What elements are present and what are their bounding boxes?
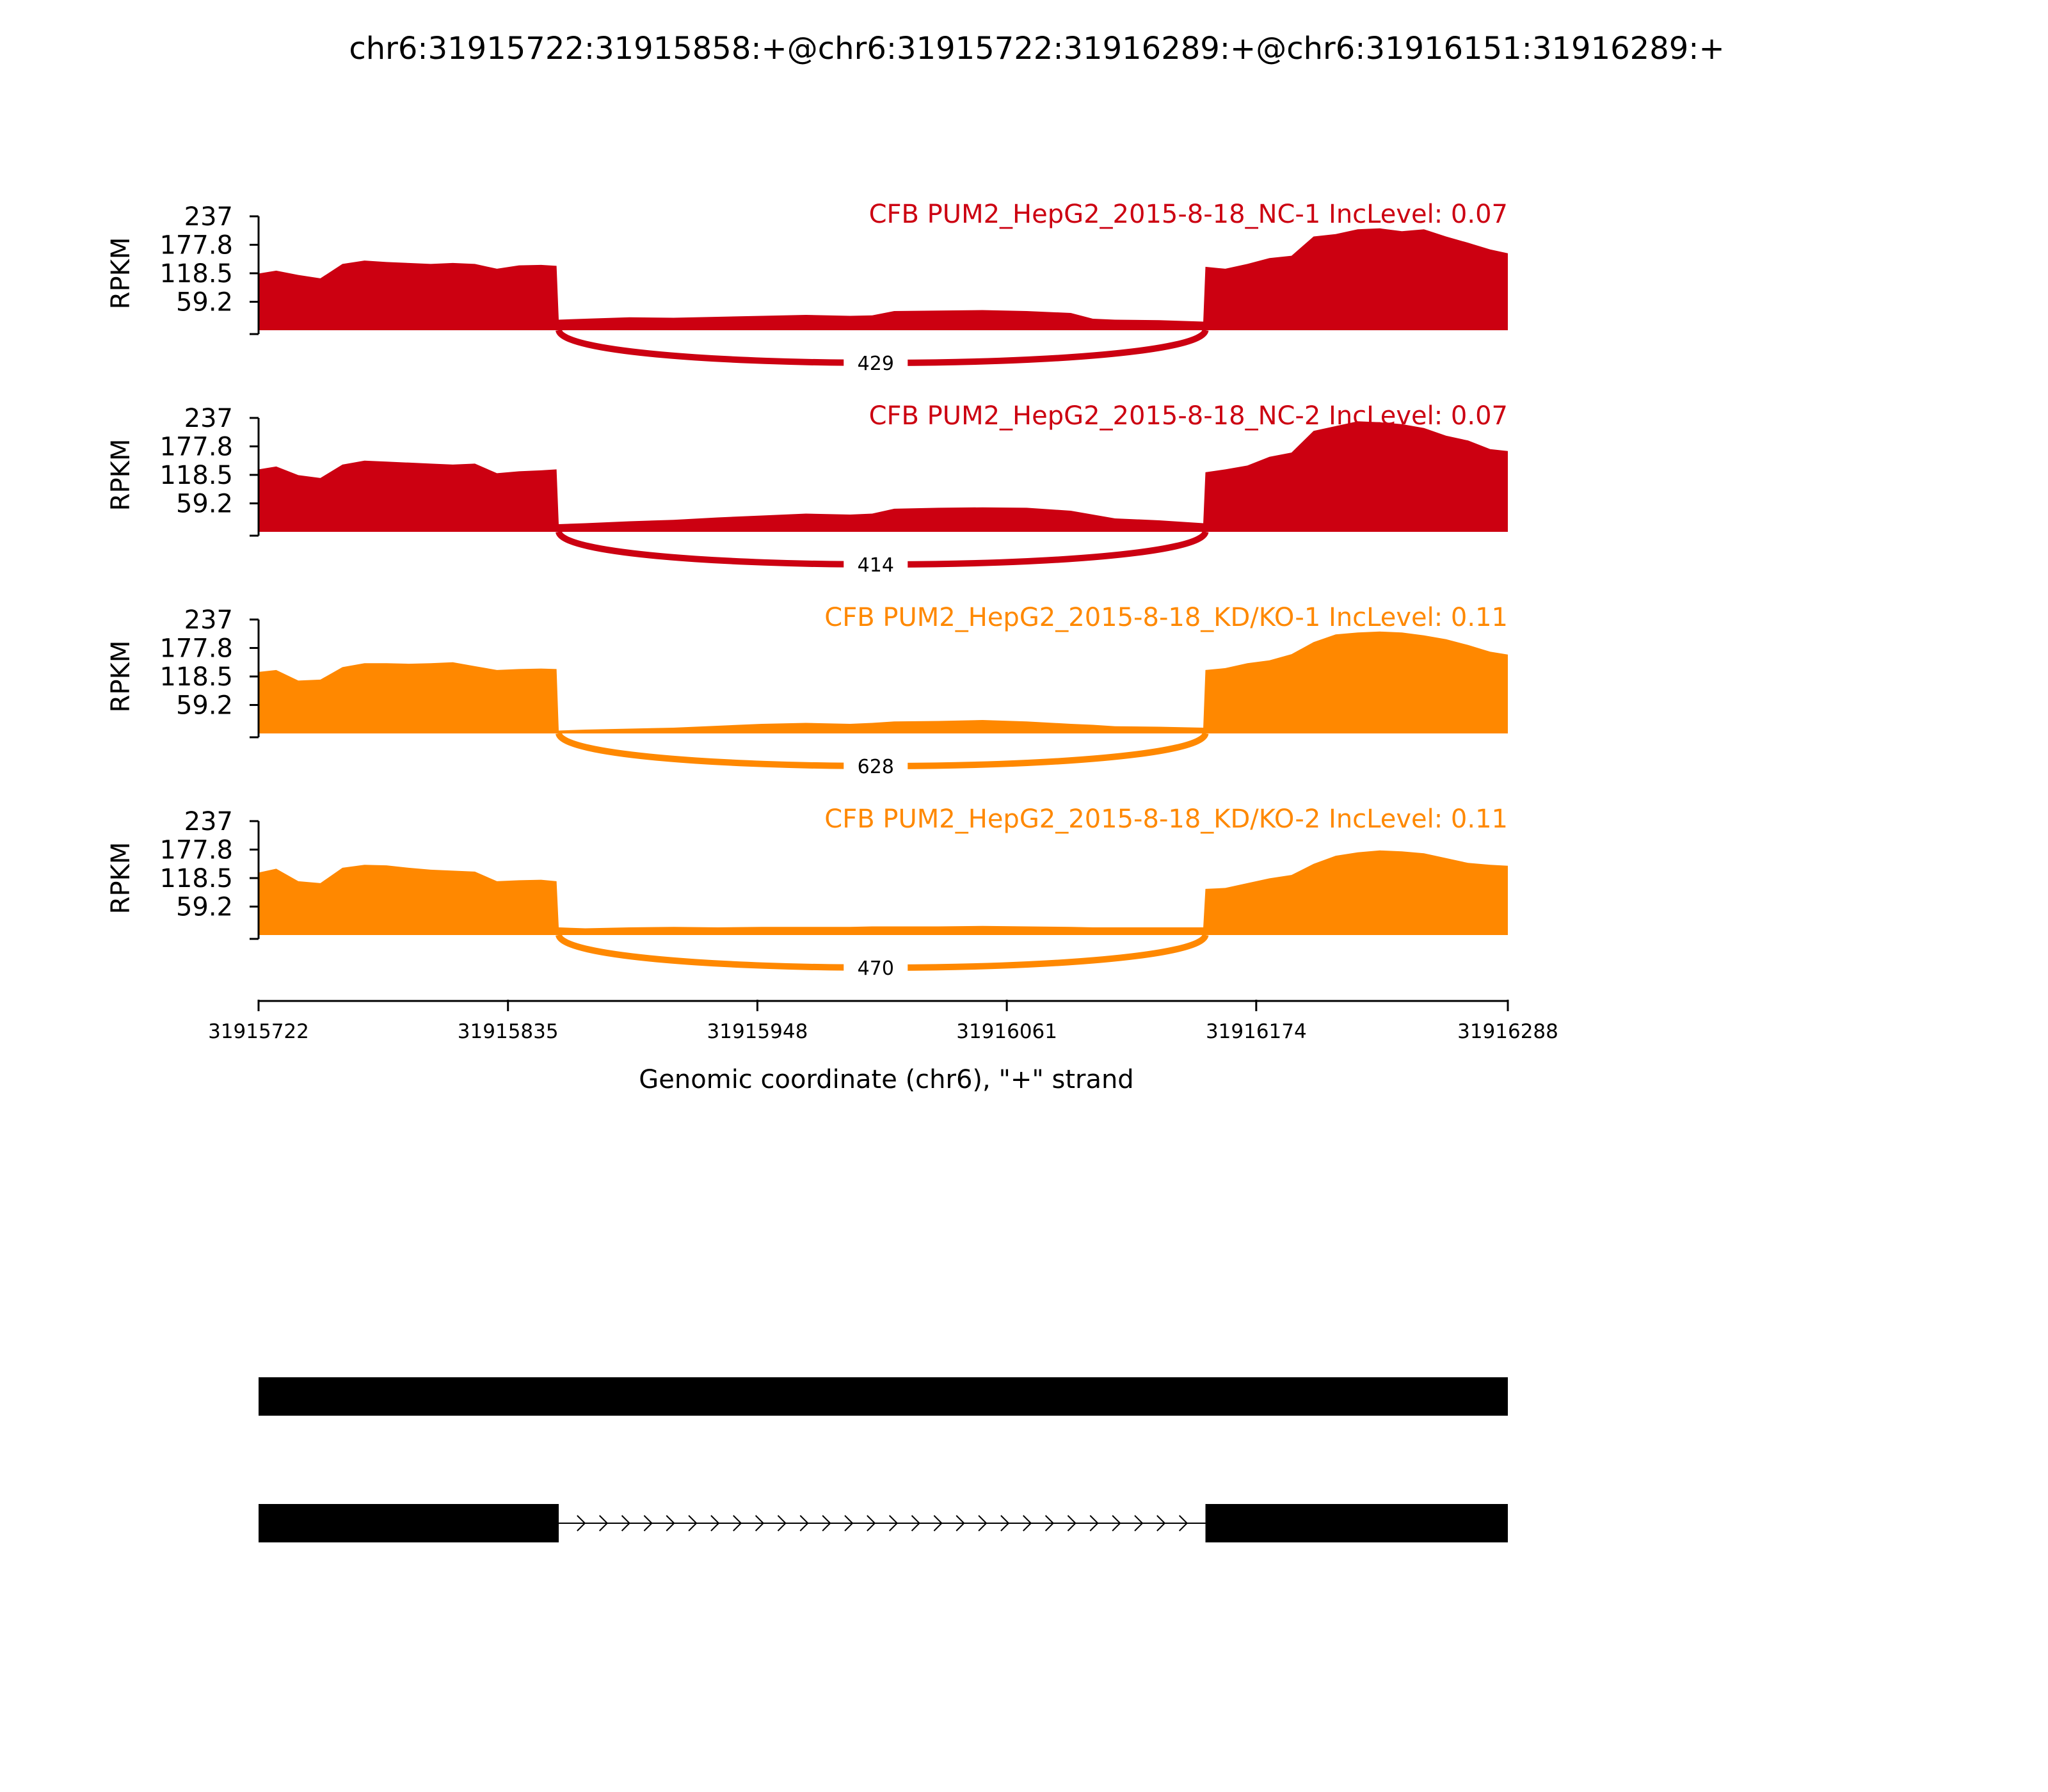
y-tick-label: 237 (184, 202, 233, 232)
track-4 (106, 804, 1508, 982)
coverage-area (259, 421, 1508, 532)
isoform-1 (259, 1377, 1508, 1416)
junction-count: 429 (857, 353, 894, 375)
y-tick-label: 237 (184, 404, 233, 433)
coverage-area (259, 632, 1508, 733)
x-tick-label: 31916288 (1457, 1020, 1558, 1043)
sample-label: CFB PUM2_HepG2_2015-8-18_KD/KO-2 IncLevel: 0.11 (824, 804, 1508, 834)
y-tick-label: 59.2 (175, 489, 233, 519)
y-tick-label: 177.8 (159, 835, 233, 865)
coverage-area (259, 851, 1508, 935)
x-tick-label: 31915948 (707, 1020, 808, 1043)
y-tick-label: 59.2 (175, 287, 233, 317)
junction-count: 414 (857, 554, 894, 577)
y-tick-label: 118.5 (159, 259, 233, 289)
x-tick-label: 31916061 (956, 1020, 1058, 1043)
y-tick-label: 59.2 (175, 892, 233, 922)
y-tick-label: 177.8 (159, 634, 233, 664)
isoform-2 (259, 1504, 1508, 1542)
y-tick-label: 237 (184, 605, 233, 635)
y-tick-label: 118.5 (159, 864, 233, 893)
coverage-tracks (106, 200, 1508, 982)
junction-count: 470 (857, 957, 894, 980)
exon-block (1206, 1504, 1508, 1542)
x-tick-label: 31915835 (457, 1020, 559, 1043)
exon-block (259, 1377, 1508, 1416)
y-tick-label: 177.8 (159, 432, 233, 462)
coverage-area (259, 228, 1508, 330)
y-tick-label: 59.2 (175, 691, 233, 721)
sample-label: CFB PUM2_HepG2_2015-8-18_NC-1 IncLevel: 0.07 (868, 200, 1508, 229)
exon-block (259, 1504, 559, 1542)
sample-label: CFB PUM2_HepG2_2015-8-18_NC-2 IncLevel: 0.07 (868, 401, 1508, 431)
sample-label: CFB PUM2_HepG2_2015-8-18_KD/KO-1 IncLevel: 0.11 (824, 603, 1508, 632)
track-2 (106, 401, 1508, 579)
track-3 (106, 603, 1508, 780)
y-axis-label: RPKM (106, 842, 136, 915)
y-axis-label: RPKM (106, 237, 136, 310)
chart-title: chr6:31915722:31915858:+@chr6:31915722:31916289:+@chr6:31916151:31916289:+ (349, 31, 1725, 67)
y-tick-label: 177.8 (159, 230, 233, 260)
x-tick-label: 31916174 (1205, 1020, 1307, 1043)
y-tick-label: 118.5 (159, 662, 233, 692)
y-tick-label: 237 (184, 807, 233, 836)
isoform-models (259, 1377, 1508, 1542)
x-tick-label: 31915722 (208, 1020, 309, 1043)
y-tick-label: 118.5 (159, 461, 233, 490)
y-axis-label: RPKM (106, 438, 136, 511)
x-axis (208, 1000, 1558, 1094)
junction-count: 628 (857, 756, 894, 778)
x-axis-label: Genomic coordinate (chr6), "+" strand (639, 1065, 1134, 1094)
track-1 (106, 200, 1508, 377)
y-axis-label: RPKM (106, 640, 136, 713)
